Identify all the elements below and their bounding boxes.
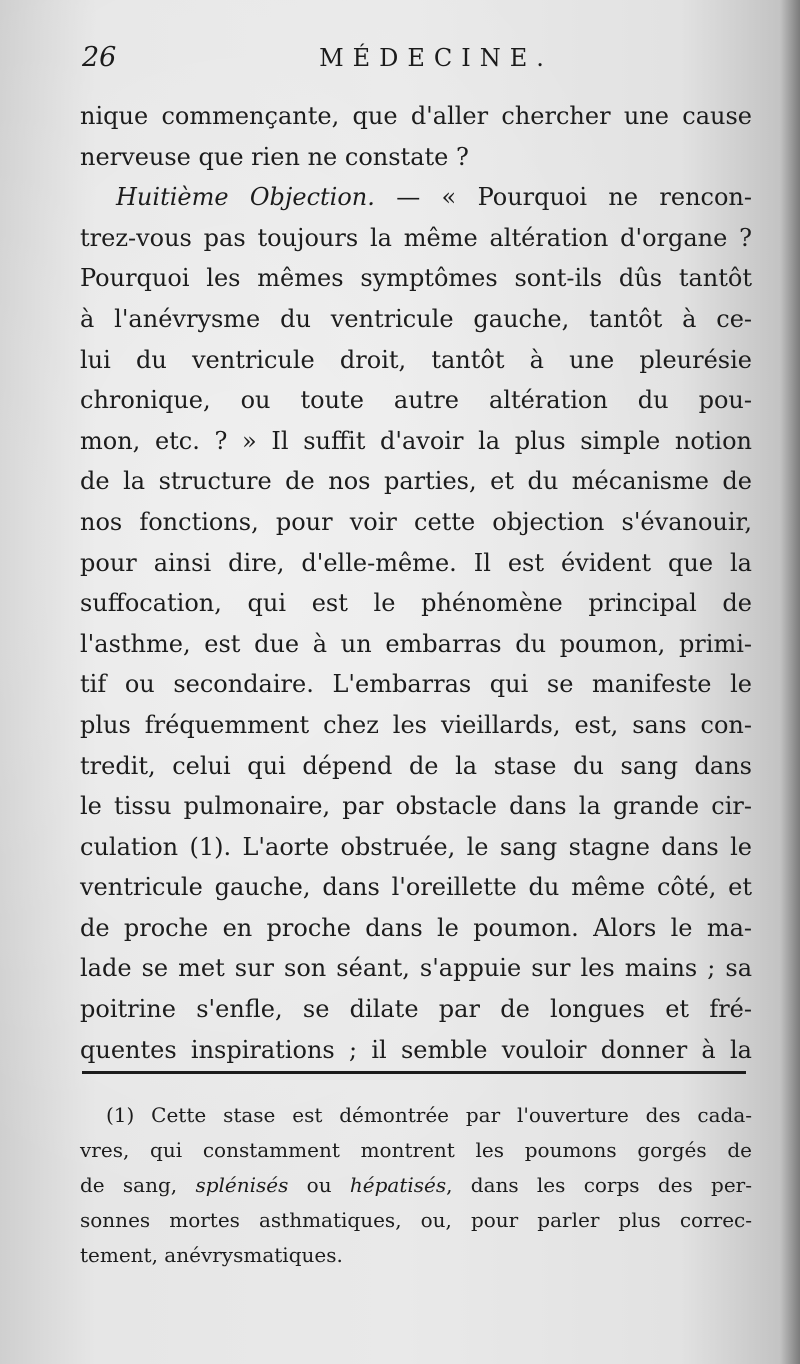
text-line: ventricule gauche, dans l'oreillette du même côté, et [80, 873, 752, 902]
footnote-line: tement, anévrysmatiques. [80, 1243, 343, 1267]
text-line [80, 177, 752, 218]
text-line: culation (1). L'aorte obstruée, le sang stagne dans le [80, 832, 752, 861]
text-line: tif ou secondaire. L'embarras qui se manifeste le [80, 670, 752, 699]
footnote-text: , dans les corps des per- [446, 1173, 752, 1197]
text-line: pour ainsi dire, d'elle-même. Il est évident que la [80, 548, 752, 577]
page-edge-shadow [780, 0, 800, 1364]
text-line: de la structure de nos parties, et du mécanisme de [80, 467, 752, 496]
text-line: nos fonctions, pour voir cette objection s'évanouir, [80, 507, 752, 536]
body-text [80, 96, 752, 1070]
text-line: le tissu pulmonaire, par obstacle dans la grande cir- [80, 792, 752, 821]
footnote-text: ou [288, 1173, 350, 1197]
footnote-text: de sang, [80, 1173, 196, 1197]
text-line: suffocation, qui est le phénomène principal de [80, 589, 752, 618]
footnote-rule [82, 1071, 746, 1074]
text-line: lade se met sur son séant, s'appuie sur les mains ; sa [80, 954, 752, 983]
text-line: trez-vous pas toujours la même altération d'organe ? [80, 223, 752, 252]
text-line: à l'anévrysme du ventricule gauche, tantôt à ce- [80, 304, 752, 333]
footnote-term: splénisés [195, 1173, 289, 1197]
page-number: 26 [82, 42, 117, 73]
footnote-line: sonnes mortes asthmatiques, ou, pour parler plus correc- [80, 1208, 752, 1232]
text-line: Pourquoi les mêmes symptômes sont-ils dûs tantôt [80, 264, 752, 293]
text-line: nerveuse que rien ne constate ? [80, 142, 469, 171]
footnote-line [80, 1168, 752, 1203]
text-line-rest: — « Pourquoi ne rencon- [396, 183, 753, 212]
footnote [80, 1098, 752, 1273]
text-line: chronique, ou toute autre altération du pou- [80, 386, 752, 415]
footnote-line: (1) Cette stase est démontrée par l'ouverture des cada- [106, 1103, 752, 1127]
text-line: tredit, celui qui dépend de la stase du sang dans [80, 751, 752, 780]
objection-label: Huitième Objection. [116, 183, 375, 212]
text-line: plus fréquemment chez les vieillards, est, sans con- [80, 710, 752, 739]
text-line: poitrine s'enfle, se dilate par de longues et fré- [80, 995, 752, 1024]
running-head: MÉDECINE. [319, 44, 553, 72]
page-header [82, 42, 750, 86]
footnote-term: hépatisés [349, 1173, 447, 1197]
text-line: lui du ventricule droit, tantôt à une pleurésie [80, 345, 752, 374]
text-line: de proche en proche dans le poumon. Alors le ma- [80, 913, 752, 942]
text-line: l'asthme, est due à un embarras du poumon, primi- [80, 629, 752, 658]
text-line: quentes inspirations ; il semble vouloir donner à la [80, 1035, 752, 1064]
text-line: nique commençante, que d'aller chercher une cause [80, 102, 752, 130]
text-line: mon, etc. ? » Il suffit d'avoir la plus simple notion [80, 426, 752, 455]
footnote-line: vres, qui constamment montrent les poumons gorgés de [80, 1138, 752, 1162]
